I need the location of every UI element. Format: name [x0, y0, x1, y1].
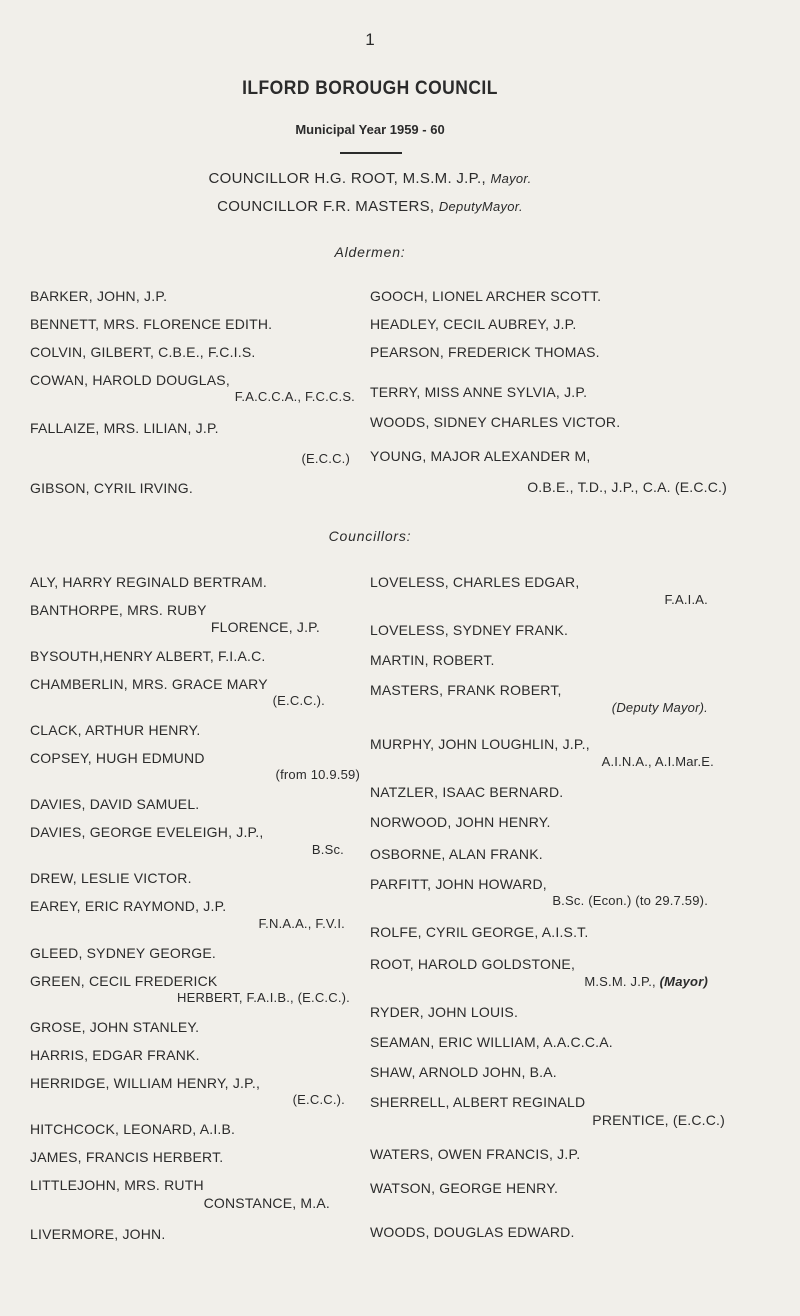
councillor-entry: GROSE, JOHN STANLEY.: [30, 1019, 200, 1035]
councillor-entry: SHAW, ARNOLD JOHN, B.A.: [370, 1064, 557, 1080]
councillor-entry: MURPHY, JOHN LOUGHLIN, J.P.,: [370, 736, 590, 752]
councillor-entry: LOVELESS, CHARLES EDGAR,: [370, 574, 580, 590]
alderman-entry-cont: O.B.E., T.D., J.P., C.A. (E.C.C.): [527, 479, 727, 495]
councillor-entry: GREEN, CECIL FREDERICK: [30, 973, 218, 989]
councillor-entry: RYDER, JOHN LOUIS.: [370, 1004, 519, 1020]
councillor-entry: LOVELESS, SYDNEY FRANK.: [370, 622, 569, 638]
councillor-entry-cont: HERBERT, F.A.I.B., (E.C.C.).: [177, 990, 350, 1005]
alderman-entry: FALLAIZE, MRS. LILIAN, J.P.: [30, 420, 219, 436]
councillor-entry: DAVIES, GEORGE EVELEIGH, J.P.,: [30, 824, 264, 840]
councillor-entry-cont: (E.C.C.).: [292, 1092, 345, 1107]
councillor-entry-cont: A.I.N.A., A.I.Mar.E.: [601, 754, 714, 769]
councillor-entry: NATZLER, ISAAC BERNARD.: [370, 784, 564, 800]
alderman-entry: COLVIN, GILBERT, C.B.E., F.C.I.S.: [30, 344, 256, 360]
councillor-entry: COPSEY, HUGH EDMUND: [30, 750, 205, 766]
councillor-entry: EAREY, ERIC RAYMOND, J.P.: [30, 898, 227, 914]
councillor-entry-cont-text: M.S.M. J.P.,: [584, 974, 656, 989]
councillor-entry: LITTLEJOHN, MRS. RUTH: [30, 1177, 204, 1193]
councillor-entry: WATSON, GEORGE HENRY.: [370, 1180, 559, 1196]
alderman-entry: PEARSON, FREDERICK THOMAS.: [370, 344, 600, 360]
alderman-entry: TERRY, MISS ANNE SYLVIA, J.P.: [370, 384, 588, 400]
councillor-entry-cont: (Deputy Mayor).: [611, 700, 708, 715]
mayor-name: COUNCILLOR H.G. ROOT, M.S.M. J.P.,: [208, 170, 486, 187]
councillor-entry: SHERRELL, ALBERT REGINALD: [370, 1094, 586, 1110]
councillor-entry: HITCHCOCK, LEONARD, A.I.B.: [30, 1121, 236, 1137]
councillor-entry: BANTHORPE, MRS. RUBY: [30, 602, 207, 618]
alderman-entry: HEADLEY, CECIL AUBREY, J.P.: [370, 316, 577, 332]
councillor-entry: CLACK, ARTHUR HENRY.: [30, 722, 201, 738]
councillor-entry-cont: B.Sc.: [311, 842, 344, 857]
councillor-entry-cont: (from 10.9.59): [275, 767, 360, 782]
councillor-entry: ROLFE, CYRIL GEORGE, A.I.S.T.: [370, 924, 589, 940]
councillor-entry: PARFITT, JOHN HOWARD,: [370, 876, 547, 892]
councillor-entry-cont: B.Sc. (Econ.) (to 29.7.59).: [552, 893, 708, 908]
alderman-entry: YOUNG, MAJOR ALEXANDER M,: [370, 448, 591, 464]
councillor-entry-cont-role: (Mayor): [659, 974, 708, 989]
alderman-entry: BENNETT, MRS. FLORENCE EDITH.: [30, 316, 273, 332]
councillor-entry: GLEED, SYDNEY GEORGE.: [30, 945, 216, 961]
aldermen-heading: Aldermen:: [334, 244, 406, 260]
mayor-role: Mayor.: [490, 171, 532, 186]
councillor-entry-cont: F.N.A.A., F.V.I.: [258, 916, 345, 931]
councillor-entry: LIVERMORE, JOHN.: [30, 1226, 166, 1242]
councillor-entry: ALY, HARRY REGINALD BERTRAM.: [30, 574, 267, 590]
councillor-entry: DREW, LESLIE VICTOR.: [30, 870, 192, 886]
councillor-entry: CHAMBERLIN, MRS. GRACE MARY: [30, 676, 268, 692]
alderman-entry: WOODS, SIDNEY CHARLES VICTOR.: [370, 414, 621, 430]
councillor-entry: DAVIES, DAVID SAMUEL.: [30, 796, 200, 812]
councillor-entry: JAMES, FRANCIS HERBERT.: [30, 1149, 224, 1165]
alderman-entry: GOOCH, LIONEL ARCHER SCOTT.: [370, 288, 602, 304]
councillor-entry-cont: PRENTICE, (E.C.C.): [592, 1112, 725, 1128]
deputy-mayor-line: [0, 198, 740, 215]
councillor-entry: SEAMAN, ERIC WILLIAM, A.A.C.C.A.: [370, 1034, 613, 1050]
councillor-entry-cont: CONSTANCE, M.A.: [203, 1195, 330, 1211]
councillors-heading: Councillors:: [328, 528, 412, 544]
title-divider: [340, 152, 402, 154]
councillor-entry-cont: (E.C.C.).: [272, 693, 325, 708]
page-title: ILFORD BOROUGH COUNCIL: [242, 78, 498, 99]
councillor-entry-cont: FLORENCE, J.P.: [210, 619, 320, 635]
alderman-entry-cont: (E.C.C.): [301, 451, 350, 466]
deputy-mayor-name: COUNCILLOR F.R. MASTERS,: [217, 198, 435, 215]
councillor-entry: WATERS, OWEN FRANCIS, J.P.: [370, 1146, 581, 1162]
page-subtitle: Municipal Year 1959 - 60: [295, 122, 445, 137]
alderman-entry-cont: F.A.C.C.A., F.C.C.S.: [234, 389, 355, 404]
councillor-entry: MARTIN, ROBERT.: [370, 652, 495, 668]
mayor-line: [0, 170, 740, 187]
councillor-entry: ROOT, HAROLD GOLDSTONE,: [370, 956, 576, 972]
councillor-entry: NORWOOD, JOHN HENRY.: [370, 814, 551, 830]
councillor-entry: BYSOUTH,HENRY ALBERT, F.I.A.C.: [30, 648, 266, 664]
alderman-entry: GIBSON, CYRIL IRVING.: [30, 480, 193, 496]
councillor-entry-cont: F.A.I.A.: [664, 592, 708, 607]
councillor-entry: MASTERS, FRANK ROBERT,: [370, 682, 562, 698]
councillor-entry: HERRIDGE, WILLIAM HENRY, J.P.,: [30, 1075, 261, 1091]
page-number: 1: [365, 30, 375, 49]
councillor-entry: WOODS, DOUGLAS EDWARD.: [370, 1224, 575, 1240]
alderman-entry: COWAN, HAROLD DOUGLAS,: [30, 372, 230, 388]
alderman-entry: BARKER, JOHN, J.P.: [30, 288, 168, 304]
deputy-mayor-role: DeputyMayor.: [438, 199, 523, 214]
councillor-entry-cont: [584, 974, 708, 989]
councillor-entry: OSBORNE, ALAN FRANK.: [370, 846, 543, 862]
councillor-entry: HARRIS, EDGAR FRANK.: [30, 1047, 200, 1063]
